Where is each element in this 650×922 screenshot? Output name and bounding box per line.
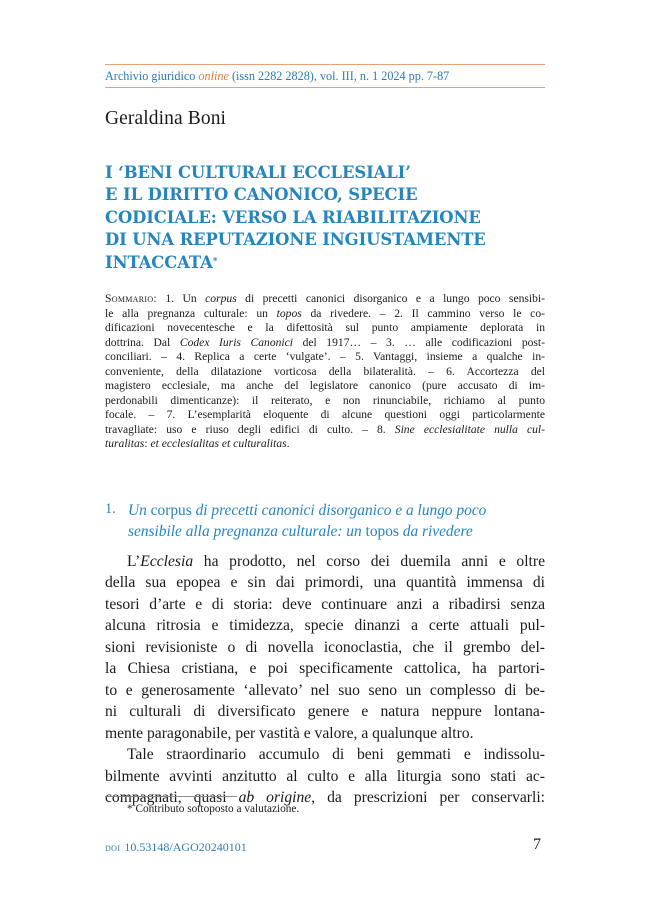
- summary-text: corpus: [205, 292, 237, 305]
- doi: [105, 840, 247, 855]
- summary-line: conveniente, della dilatazione vorticosa della bilateralità. – 6. Accortezza del: [105, 364, 545, 378]
- section-title-text: corpus: [150, 502, 192, 519]
- summary-text: travagliate: uso e riuso degli edifici di culto. – 8.: [105, 422, 395, 436]
- body-line: alcuna ritrosia e timidezza, specie dinanzi a certe attuali pul-: [105, 617, 545, 635]
- body-line: sioni revisioniste o di novella iconoclastia, che il grembo del-: [105, 638, 545, 656]
- journal-header: [105, 69, 545, 84]
- section-title: [128, 500, 548, 542]
- summary-line: [105, 336, 545, 351]
- body-line: la Chiesa cristiana, e poi specificamente cattolica, ha partori-: [105, 660, 545, 678]
- section-title-text: di precetti canonici disorganico e a lungo poco: [191, 502, 487, 519]
- summary-line: [105, 437, 545, 452]
- summary-line: conciliari. – 4. Replica a certe ‘vulgate’. – 5. Vantaggi, insieme a qualche in-: [105, 350, 545, 364]
- summary-text: del 1917… – 3. … alle codificazioni post-: [293, 335, 546, 349]
- journal-issue-info: (issn 2282 2828), vol. III, n. 1 2024 pp. 7-87: [228, 69, 450, 83]
- summary-line: [105, 423, 545, 438]
- body-line: Tale straordinario accumulo di beni gemmati e indissolu-: [127, 746, 545, 764]
- summary-line: [105, 292, 545, 307]
- body-line: bilmente avvinti anzitutto al culto e alla liturgia sono stati ac-: [105, 767, 545, 785]
- header-rule-top: [105, 64, 545, 65]
- summary-line: perdonabili dimenticanze): il reiterato, e non rinunciabile, richiamo al punto: [105, 393, 545, 407]
- section-title-text: sensibile alla pregnanza culturale: un: [128, 523, 366, 540]
- body-text-run: ab origine: [238, 788, 312, 806]
- summary-line: [105, 307, 545, 322]
- summary-text: le alla pregnanza culturale: un: [105, 306, 277, 320]
- summary-text: 1. Un: [156, 292, 206, 305]
- summary-text: :: [144, 437, 151, 451]
- body-line: mente paragonabile, per vastità e valore, a qualunque altro.: [105, 724, 474, 742]
- summary-text: da rivedere. – 2. Il cammino verso le co-: [301, 306, 545, 320]
- summary-text: topos: [276, 306, 302, 320]
- body-line: to e generosamente ‘allevato’ nel suo seno un complesso di be-: [105, 681, 545, 699]
- section-title-text: topos: [365, 523, 399, 540]
- body-line: [105, 551, 545, 572]
- summary-line: focale. – 7. L’esemplarità eloquente di alcune questioni oggi particolarmente: [105, 408, 545, 422]
- summary-text: turalitas: [105, 437, 145, 451]
- footnote: * Contributo sottoposto a valutazione.: [127, 803, 300, 815]
- body-text: [105, 551, 545, 808]
- body-text-run: Ecclesia: [140, 553, 194, 570]
- section-title-text: Un: [128, 502, 151, 519]
- section-number: 1.: [105, 501, 116, 517]
- title-line: I ‘BENI CULTURALI ECCLESIALI’: [105, 163, 411, 182]
- body-text-run: , da prescrizioni per conservarli:: [311, 788, 545, 806]
- summary-text: .: [286, 437, 290, 451]
- summary-line: magistero ecclesiale, ma anche del legislatore canonico (pure accusato di im-: [105, 379, 545, 393]
- summary-text: di precetti canonici disorganico e a lungo poco sensibi-: [236, 292, 545, 305]
- body-line: della sua epopea e sin dai primordi, una quantità immensa di: [105, 574, 545, 592]
- page-number: 7: [533, 836, 541, 853]
- title-line-last: [105, 252, 545, 274]
- doi-label: doi: [105, 842, 121, 854]
- section-title-line: [128, 521, 548, 542]
- footnote-rule: [105, 796, 237, 797]
- summary: [105, 292, 545, 452]
- summary-text: et ecclesialitas et culturalitas: [150, 437, 287, 451]
- body-text-run: L’: [127, 553, 141, 570]
- summary-text: Sine ecclesialitate nulla cul-: [394, 422, 546, 436]
- title-footnote-mark: *: [212, 256, 218, 267]
- journal-name: Archivio giuridico: [105, 69, 199, 83]
- header-rule-bottom: [105, 87, 545, 88]
- journal-online-label: online: [198, 69, 229, 83]
- article-title: [105, 162, 545, 274]
- body-text-run: compagnati, quasi: [105, 788, 239, 806]
- doi-value: 10.53148/AGO20240101: [124, 840, 247, 854]
- title-line: DI UNA REPUTAZIONE INGIUSTAMENTE: [105, 230, 486, 250]
- title-line: E IL DIRITTO CANONICO, SPECIE: [105, 185, 418, 205]
- body-line: ni culturali di diversificato genere e natura neppure lontana-: [105, 703, 545, 721]
- author-name: Geraldina Boni: [105, 108, 227, 129]
- title-line-text: INTACCATA: [105, 252, 213, 272]
- section-title-line: [128, 500, 548, 521]
- body-text-run: ha prodotto, nel corso dei duemila anni e oltre: [193, 553, 545, 570]
- summary-label: Sommario:: [105, 292, 157, 305]
- summary-text: dottrina. Dal: [105, 335, 180, 349]
- section-title-text: da rivedere: [398, 523, 473, 540]
- body-line: tesori d’arte e di storia: deve continuare anzi a ribadirsi senza: [105, 595, 545, 613]
- summary-text: Codex Iuris Canonici: [179, 335, 294, 349]
- title-line: CODICIALE: VERSO LA RIABILITAZIONE: [105, 207, 481, 227]
- summary-line: dificazioni novecentesche e la difettosità sul punto ampiamente deplorata in: [105, 321, 545, 335]
